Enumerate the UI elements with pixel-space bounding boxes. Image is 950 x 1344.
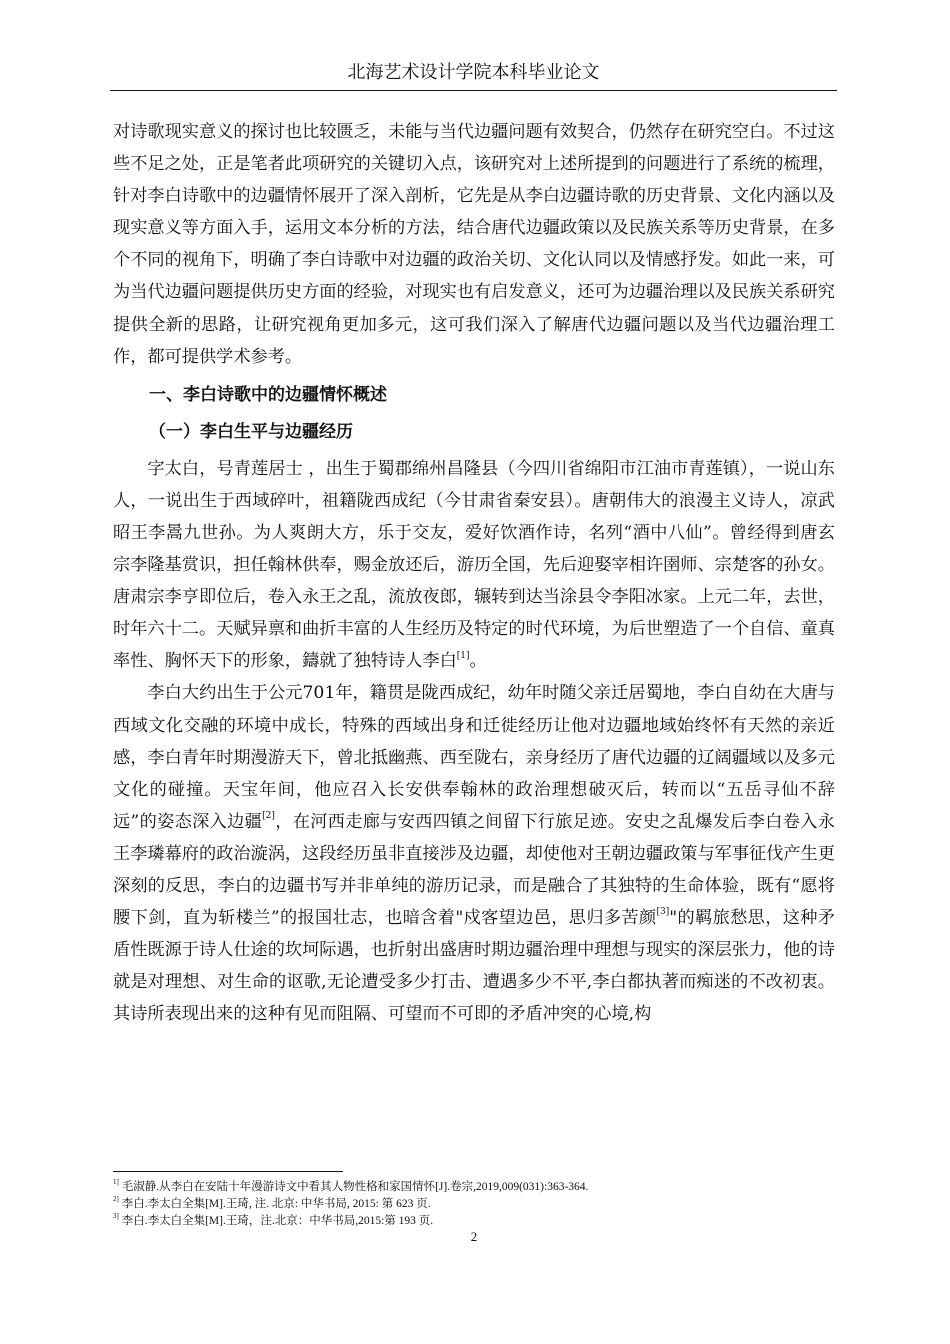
paragraph-frontier-experience [113,677,835,1030]
footnotes [113,1179,835,1230]
footnote-mark-1: 1] [113,1178,119,1187]
footnote-divider [113,1171,343,1172]
footnote-ref-3[interactable]: [3] [656,907,670,918]
footnote-mark-2: 2] [113,1195,119,1204]
page-number: 2 [470,1229,478,1244]
footnote-text-2: 李白.李太白全集[M].王琦, 注. 北京: 中华书局, 2015: 第 623 页. [118,1198,431,1210]
footnote-ref-1[interactable]: [1] [456,650,470,661]
subsection-heading: （一）李白生平与边疆经历 [149,421,353,442]
paragraph-biography-end: 。 [469,651,487,672]
paragraph-biography [113,453,835,678]
footnote-text-1: 毛淑静.从李白在安陆十年漫游诗文中看其人物性格和家国情怀[J].卷宗,2019,009(031):363-364. [118,1181,589,1193]
paragraph-intro-continued: 对诗歌现实意义的探讨也比较匮乏，未能与当代边疆问题有效契合，仍然存在研究空白。不过这些不足之处，正是笔者此项研究的关键切入点，该研究对上述所提到的问题进行了系统的梳理，针对李白诗歌中的边疆情怀展开了深入剖析，它先是从李白边疆诗歌的历史背景、文化内涵以及现实意义等方面入手，运用文本分析的方法，结合唐代边疆政策以及民族关系等历史背景，在多个不同的视角下，明确了李白诗歌中对边疆的政治关切、文化认同以及情感抒发。如此一来，可为当代边疆问题提供历史方面的经验，对现实也有启发意义，还可为边疆治理以及民族关系研究提供全新的思路，让研究视角更加多元，这可我们深入了解唐代边疆问题以及当代边疆治理工作，都可提供学术参考。 [113,122,835,367]
section-heading: 一、李白诗歌中的边疆情怀概述 [149,384,387,405]
footnote-mark-3: 3] [113,1212,119,1221]
paragraph-biography-text: 字太白，号青莲居士 ，出生于蜀郡绵州昌隆县（今四川省绵阳市江油市青莲镇），一说山东人，一说出生于西域碎叶，祖籍陇西成纪（今甘肃省秦安县）。唐朝伟大的浪漫主义诗人，凉武昭王李暠九世孙。为人爽朗大方，乐于交友，爱好饮酒作诗，名列“酒中八仙”。曾经得到唐玄宗李隆基赏识，担任翰林供奉，赐金放还后，游历全国，先后迎娶宰相许圉师、宗楚客的孙女。唐肃宗李亨即位后，卷入永王之乱，流放夜郎，辗转到达当涂县令李阳冰家。上元二年，去世，时年六十二。天赋异禀和曲折丰富的人生经历及特定的时代环境，为后世塑造了一个自信、童真率性、胸怀天下的形象，鑄就了独特诗人李白 [113,458,835,672]
footnote-text-3: 李白.李太白全集[M].王琦，注.北京：中华书局,2015:第 193 页. [118,1215,434,1227]
header-divider [110,90,837,91]
footnote-2 [113,1196,835,1213]
paragraph-frontier-text-b: ，在河西走廊与安西四镇之间留下行旅足迹。安史之乱爆发后李白卷入永王李璘幕府的政治漩涡，这段经历虽非直接涉及边疆，却使他对王朝边疆政策与军事征伐产生更深刻的反思，李白的边疆书写并非单纯的游历记录，而是融合了其独特的生命体验，既有“愿将腰下剑，直为斩楼兰”的报国壮志，也暗含着"戍客望边邑，思归多苦颜 [113,811,835,929]
paragraph-frontier-text-a: 李白大约出生于公元701年，籍贯是陇西成纪，幼年时随父亲迁居蜀地，李白自幼在大唐与西域文化交融的环境中成长，特殊的西域出身和迁徙经历让他对边疆地域始终怀有天然的亲近感，李白青年时期漫游天下，曾北抵幽燕、西至陇右，亲身经历了唐代边疆的辽阔疆域以及多元文化的碰撞。天宝年间，他应召入长安供奉翰林的政治理想破灭后，转而以“五岳寻仙不辞远”的姿态深入边疆 [113,683,835,832]
footnote-ref-2[interactable]: [2] [262,811,275,822]
footnote-3 [113,1213,835,1230]
footnote-1 [113,1179,835,1196]
paragraph-frontier-text-c: "的羁旅愁思，这种矛盾性既源于诗人仕途的坎坷际遇，也折射出盛唐时期边疆治理中理想与现实的深层张力，他的诗就是对理想、对生命的讴歌,无论遭受多少打击、遭遇多少不平,李白都执著而痴迷的不改初衷。其诗所表现出来的这种有见而阻隔、可望而不可即的矛盾冲突的心境,构 [113,908,835,1025]
running-header: 北海艺术设计学院本科毕业论文 [347,62,600,83]
main-body [113,116,835,1030]
